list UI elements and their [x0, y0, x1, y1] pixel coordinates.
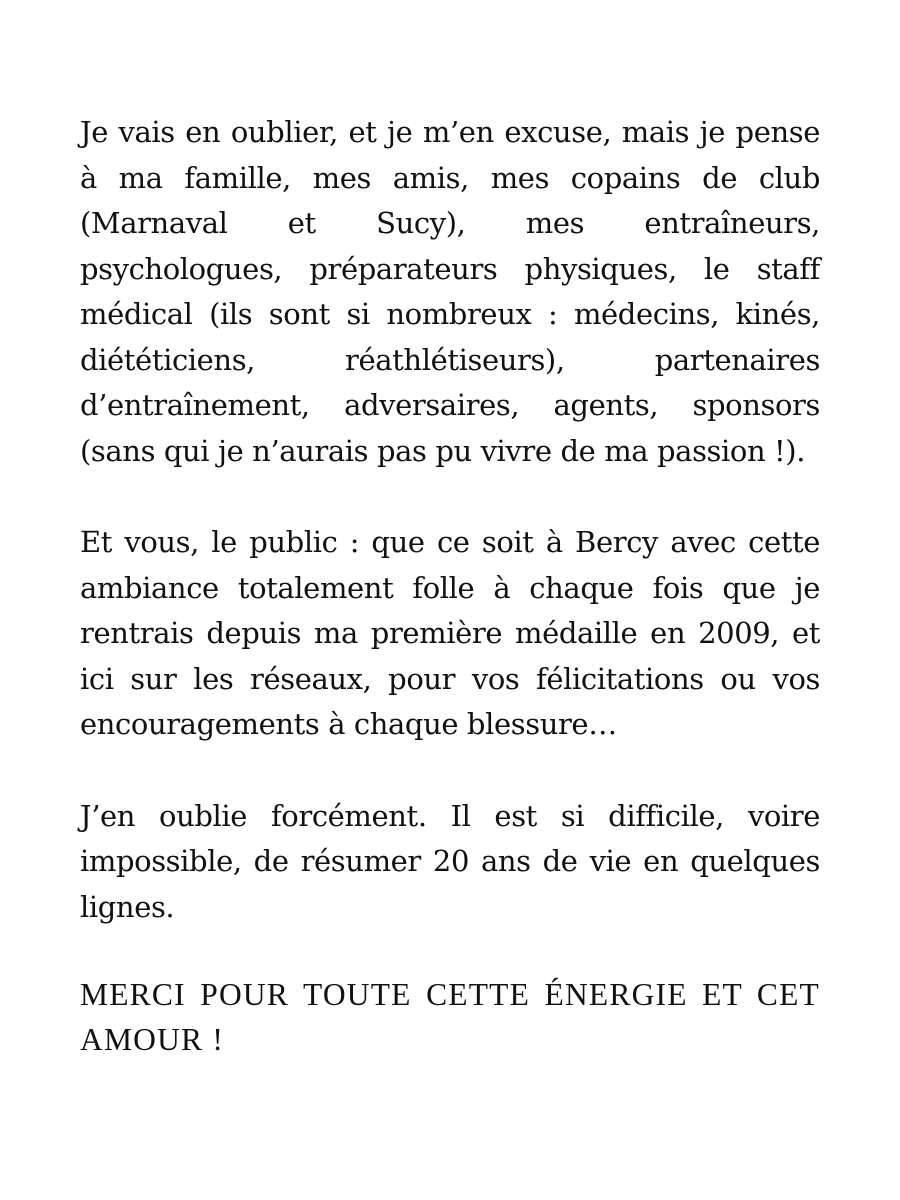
paragraph-thanks-public: Et vous, le public : que ce soit à Bercy avec cette ambiance totalement folle à chaque fois que je rentrais depuis ma première médaille en 2009, et ici sur les réseaux, pour vos félicitations ou vos encouragements à chaque blessure… [80, 525, 820, 741]
letter-body [80, 110, 820, 1062]
paragraph-thanks-team: Je vais en oublier, et je m’en excuse, mais je pense à ma famille, mes amis, mes copains de club (Marnaval et Sucy), mes entraîneurs, psychologues, préparateurs physiques, le staff médical (ils sont si nombreux : médecins, kinés, diététiciens, réathlétiseurs), partenaires d’entraînement, adversaires, agents, sponsors (sans qui je n’aurais pas pu vivre de ma passion !). [80, 115, 820, 468]
closing-statement: MERCI POUR TOUTE CETTE ÉNERGIE ET CET AMOUR ! [80, 977, 820, 1057]
paragraph-forgetting: J’en oublie forcément. Il est si difficile, voire impossible, de résumer 20 ans de vie en quelques lignes. [80, 798, 820, 924]
